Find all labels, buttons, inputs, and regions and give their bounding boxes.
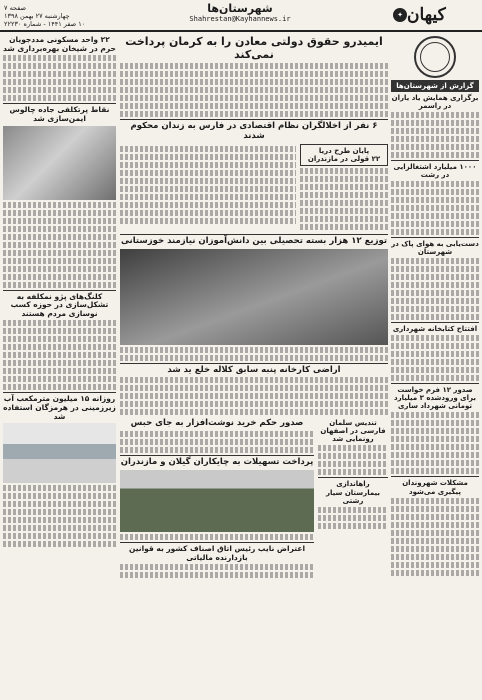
- text-line: [318, 469, 388, 475]
- text-line: [300, 208, 388, 214]
- text-line: [3, 274, 116, 280]
- text-line: [3, 210, 116, 216]
- left-story-4[interactable]: روزانه ۱۵ میلیون مترمکعب آب زیرزمینی در هرمزگان استفاده شد: [3, 394, 116, 421]
- story-2-right-column: [120, 144, 296, 232]
- side-story-1[interactable]: تندیس سلمان فارسی در اصفهان رونمایی شد: [320, 419, 386, 444]
- right-headline-1[interactable]: برگزاری همایش یاد یاران در راسمر: [391, 94, 479, 111]
- text-line: [3, 79, 116, 85]
- text-line: [391, 562, 479, 568]
- text-line: [120, 111, 388, 117]
- text-line: [3, 250, 116, 256]
- right-headline-4[interactable]: افتتاح کتابخانه شهرداری: [392, 325, 478, 334]
- text-line: [120, 431, 314, 437]
- text-line: [391, 290, 479, 296]
- text-line: [391, 181, 479, 187]
- text-line: [3, 541, 116, 547]
- text-line: [120, 409, 388, 415]
- text-line: [318, 515, 388, 521]
- text-line: [391, 120, 479, 126]
- text-line: [391, 274, 479, 280]
- story-6-headline[interactable]: پرداخت تسهیلات به چایکاران گیلان و مازندران: [120, 457, 314, 468]
- text-line: [391, 359, 479, 365]
- text-line: [120, 162, 296, 168]
- text-line: [300, 168, 388, 174]
- text-line: [391, 428, 479, 434]
- text-line: [3, 282, 116, 288]
- text-line: [318, 523, 388, 529]
- text-line: [120, 210, 296, 216]
- text-line: [120, 95, 388, 101]
- text-line: [120, 186, 296, 192]
- text-line: [300, 184, 388, 190]
- lower-main-column: [120, 417, 314, 580]
- text-line: [391, 570, 479, 576]
- text-line: [120, 377, 388, 383]
- text-line: [120, 447, 314, 453]
- side-box: [300, 144, 388, 166]
- text-line: [3, 87, 116, 93]
- text-line: [3, 95, 116, 101]
- text-line: [391, 229, 479, 235]
- text-line: [120, 355, 388, 361]
- section-tag: گزارش از شهرستان‌ها: [391, 80, 479, 92]
- text-line: [391, 205, 479, 211]
- text-line: [3, 266, 116, 272]
- text-line: [391, 197, 479, 203]
- story-2-headline[interactable]: ۶ نفر از اخلالگران نظام اقتصادی در فارس به زندان محکوم شدند: [130, 121, 378, 142]
- masthead: [0, 0, 482, 32]
- text-line: [391, 298, 479, 304]
- side-box-subtitle: ۲۲ قولی در مازندران: [307, 154, 381, 163]
- text-line: [391, 213, 479, 219]
- story-4-headline[interactable]: اراضی کارخانه پنبه سابق کلاله خلع ید شد: [167, 364, 341, 375]
- text-line: [318, 507, 388, 513]
- divider: [391, 322, 479, 323]
- text-line: [3, 352, 116, 358]
- text-line: [3, 336, 116, 342]
- text-line: [391, 128, 479, 134]
- text-line: [391, 189, 479, 195]
- text-line: [391, 444, 479, 450]
- left-story-3[interactable]: کلنگ‌های پژو نمکلفه به تشکل‌سازی در حوزه کسب نوسازی مردم هستند: [10, 291, 109, 318]
- logo[interactable]: [390, 3, 476, 27]
- text-line: [120, 393, 388, 399]
- divider: [120, 542, 314, 543]
- text-line: [391, 136, 479, 142]
- side-box-title[interactable]: پایان طرح دریا: [318, 146, 370, 155]
- text-line: [3, 63, 116, 69]
- text-line: [120, 170, 296, 176]
- text-line: [391, 335, 479, 341]
- text-line: [3, 533, 116, 539]
- text-line: [3, 55, 116, 61]
- text-line: [3, 328, 116, 334]
- text-line: [391, 314, 479, 320]
- text-line: [3, 202, 116, 208]
- text-line: [391, 221, 479, 227]
- students-photo: [120, 249, 388, 345]
- text-line: [391, 266, 479, 272]
- divider: [391, 160, 479, 161]
- text-line: [318, 461, 388, 467]
- text-line: [120, 194, 296, 200]
- text-line: [391, 498, 479, 504]
- text-line: [300, 176, 388, 182]
- dateline: [4, 4, 114, 28]
- date-line: چهارشنبه ۲۷ بهمن ۱۳۹۸: [4, 12, 70, 20]
- globe-icon: [414, 36, 456, 78]
- text-line: [3, 320, 116, 326]
- text-line: [120, 154, 296, 160]
- text-line: [3, 525, 116, 531]
- text-line: [391, 468, 479, 474]
- story-2-body: [120, 144, 388, 232]
- text-line: [3, 368, 116, 374]
- text-line: [3, 71, 116, 77]
- text-line: [3, 485, 116, 491]
- left-column: [3, 34, 116, 696]
- story-5-headline[interactable]: صدور حکم خرید نوشت‌افزار به جای حبس: [130, 418, 304, 429]
- text-line: [3, 384, 116, 390]
- text-line: [300, 200, 388, 206]
- text-line: [300, 224, 388, 230]
- text-line: [391, 436, 479, 442]
- text-line: [391, 460, 479, 466]
- left-story-2[interactable]: نقاط پرتکلفی جاده چالوس ایمن‌سازی شد: [9, 105, 110, 123]
- story-2-left-column: [300, 144, 388, 232]
- text-line: [3, 344, 116, 350]
- text-line: [300, 216, 388, 222]
- lower-split: [120, 417, 388, 580]
- road-photo: [3, 126, 116, 200]
- text-line: [120, 347, 388, 353]
- text-line: [391, 258, 479, 264]
- tea-field-photo: [120, 470, 314, 532]
- divider: [3, 290, 116, 291]
- section-title-block: [160, 2, 320, 23]
- text-line: [3, 242, 116, 248]
- text-line: [391, 343, 479, 349]
- logo-text: کیهان: [407, 5, 446, 25]
- text-line: [391, 367, 479, 373]
- right-headline-2[interactable]: ۱۰۰۰ میلیارد اشتغالزایی در رشت: [393, 163, 477, 180]
- text-line: [3, 517, 116, 523]
- right-headline-5[interactable]: صدور ۱۲ فرم خواست برای ورودشده ۳ میلیارد تومانی شهرداد ساری: [394, 386, 476, 411]
- text-line: [120, 401, 388, 407]
- story-3-headline[interactable]: توزیع ۱۲ هزار بسته تحصیلی بین دانش‌آموزان نیازمند خوزستانی: [120, 235, 388, 246]
- text-line: [120, 564, 314, 570]
- text-line: [391, 538, 479, 544]
- text-line: [391, 452, 479, 458]
- text-line: [391, 282, 479, 288]
- section-title: شهرستان‌ها: [207, 2, 273, 15]
- left-story-1[interactable]: ۲۲ واحد مسکونی مددجویان حرم در شیخان بهره‌برداری شد: [3, 35, 116, 53]
- section-email[interactable]: Shahrestan@Kayhannews.ir: [189, 15, 291, 23]
- divider: [3, 103, 116, 104]
- divider: [391, 476, 479, 477]
- text-line: [3, 218, 116, 224]
- page-number: صفحه ۷: [4, 4, 27, 12]
- text-line: [391, 546, 479, 552]
- text-line: [391, 554, 479, 560]
- text-line: [391, 420, 479, 426]
- text-line: [391, 144, 479, 150]
- text-line: [120, 63, 388, 69]
- text-line: [3, 376, 116, 382]
- text-line: [391, 412, 479, 418]
- text-line: [3, 258, 116, 264]
- text-line: [120, 87, 388, 93]
- divider: [120, 234, 388, 235]
- text-line: [120, 146, 296, 152]
- text-line: [391, 112, 479, 118]
- text-line: [391, 351, 479, 357]
- text-line: [318, 453, 388, 459]
- text-line: [120, 218, 296, 224]
- text-line: [120, 79, 388, 85]
- text-line: [318, 445, 388, 451]
- issue-line: ۱۰ صفر ۱۴۴۱ - شماره ۲۲۲۳۰: [4, 20, 86, 28]
- text-line: [391, 152, 479, 158]
- text-line: [391, 375, 479, 381]
- divider: [120, 363, 388, 364]
- side-story-2[interactable]: راهاندازی بیمارستان سیار رشتی: [325, 480, 381, 505]
- text-line: [391, 514, 479, 520]
- text-line: [300, 192, 388, 198]
- right-column: [391, 34, 479, 696]
- story-7-headline[interactable]: اعتراض نایب رئیس اتاق اصناف کشور به قوانین بازدارنده مالیاتی: [128, 543, 306, 562]
- divider: [391, 383, 479, 384]
- lower-side-column: [318, 417, 388, 580]
- text-line: [120, 103, 388, 109]
- text-line: [3, 509, 116, 515]
- text-line: [3, 234, 116, 240]
- logo-emblem-icon: ✦: [393, 8, 407, 22]
- divider: [391, 237, 479, 238]
- coast-photo: [3, 423, 116, 483]
- text-line: [120, 71, 388, 77]
- lead-headline[interactable]: ایمیدرو حقوق دولتی معادن را به کرمان پرداخت نمی‌کند: [125, 35, 383, 61]
- divider: [120, 455, 314, 456]
- text-line: [391, 506, 479, 512]
- text-line: [391, 306, 479, 312]
- text-line: [120, 572, 314, 578]
- text-line: [120, 202, 296, 208]
- right-headline-3[interactable]: دست‌یابی به هوای پاک در شهرستان: [391, 240, 479, 257]
- text-line: [3, 501, 116, 507]
- divider: [318, 477, 388, 478]
- text-line: [3, 226, 116, 232]
- text-line: [391, 522, 479, 528]
- text-line: [120, 439, 314, 445]
- right-headline-6[interactable]: مشکلات شهروندان پیگیری می‌شود: [402, 479, 468, 496]
- text-line: [120, 178, 296, 184]
- text-line: [120, 385, 388, 391]
- text-line: [120, 534, 314, 540]
- text-line: [3, 360, 116, 366]
- text-line: [391, 530, 479, 536]
- main-area: [120, 34, 388, 696]
- text-line: [3, 493, 116, 499]
